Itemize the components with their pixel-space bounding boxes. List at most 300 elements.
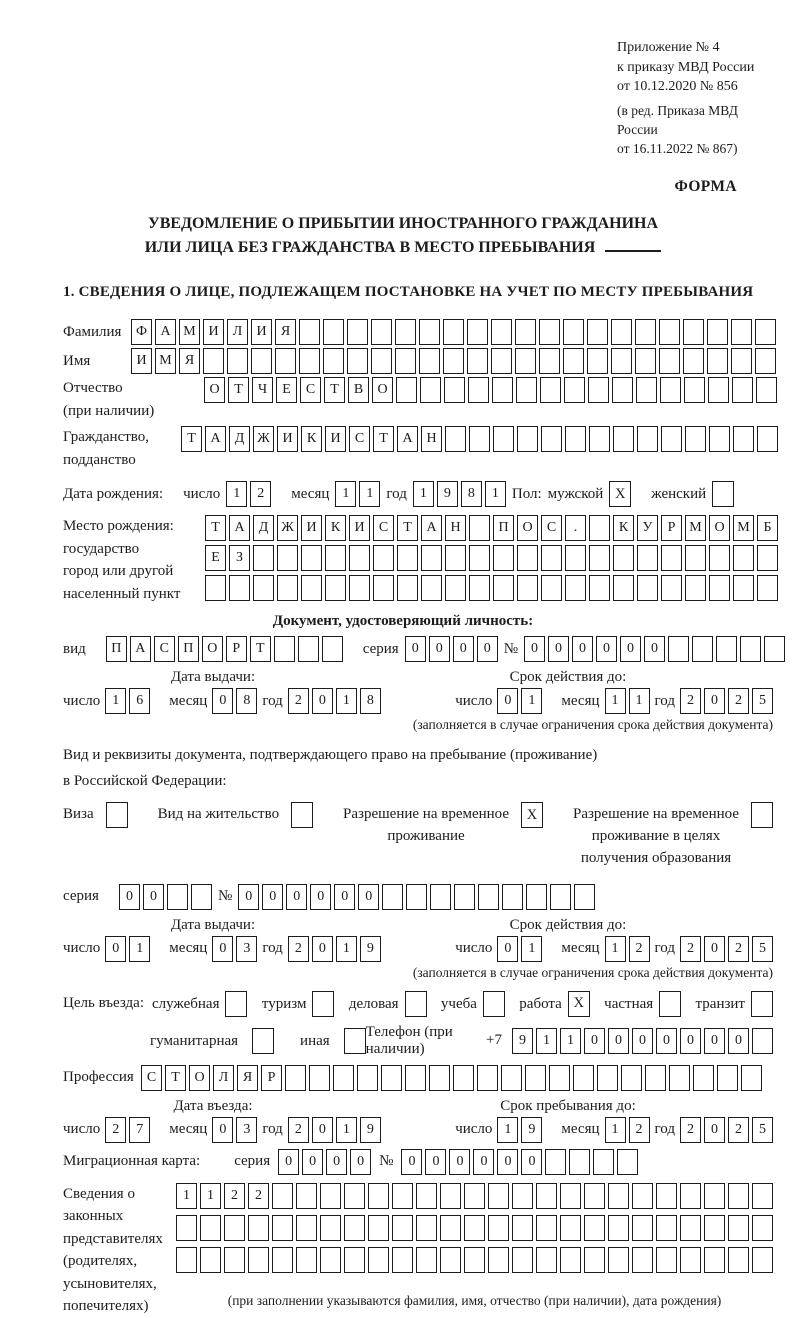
char-cell[interactable]: 0	[704, 688, 725, 714]
char-cell[interactable]: 0	[405, 636, 426, 662]
char-cell[interactable]	[396, 377, 417, 403]
char-cell[interactable]	[395, 348, 416, 374]
char-cell[interactable]	[659, 319, 680, 345]
char-cell[interactable]: И	[325, 426, 346, 452]
char-cell[interactable]: О	[202, 636, 223, 662]
char-cell[interactable]	[309, 1065, 330, 1091]
char-cell[interactable]	[493, 545, 514, 571]
char-cell[interactable]	[200, 1247, 221, 1273]
char-cell[interactable]	[420, 377, 441, 403]
char-cell[interactable]	[469, 545, 490, 571]
char-cell[interactable]	[565, 545, 586, 571]
char-cell[interactable]: 1	[629, 688, 650, 714]
char-cell[interactable]	[613, 575, 634, 601]
char-cell[interactable]	[636, 377, 657, 403]
char-cell[interactable]	[587, 319, 608, 345]
char-cell[interactable]: 9	[512, 1028, 533, 1054]
char-cell[interactable]: 6	[129, 688, 150, 714]
char-cell[interactable]	[325, 575, 346, 601]
char-cell[interactable]	[541, 575, 562, 601]
char-cell[interactable]: 2	[105, 1117, 126, 1143]
char-cell[interactable]	[589, 515, 610, 541]
char-cell[interactable]: С	[300, 377, 321, 403]
char-cell[interactable]	[344, 1215, 365, 1241]
char-cell[interactable]: 0	[704, 1117, 725, 1143]
char-cell[interactable]: 2	[248, 1183, 269, 1209]
char-cell[interactable]: 2	[250, 481, 271, 507]
char-cell[interactable]	[693, 1065, 714, 1091]
char-cell[interactable]	[613, 426, 634, 452]
char-cell[interactable]: Д	[253, 515, 274, 541]
char-cell[interactable]	[395, 319, 416, 345]
char-cell[interactable]	[200, 1215, 221, 1241]
char-cell[interactable]	[285, 1065, 306, 1091]
char-cell[interactable]	[453, 1065, 474, 1091]
char-cell[interactable]	[617, 1149, 638, 1175]
char-cell[interactable]	[539, 319, 560, 345]
char-cell[interactable]	[560, 1215, 581, 1241]
char-cell[interactable]	[584, 1183, 605, 1209]
char-cell[interactable]: С	[373, 515, 394, 541]
char-cell[interactable]	[752, 1183, 773, 1209]
char-cell[interactable]: 8	[236, 688, 257, 714]
char-cell[interactable]	[563, 319, 584, 345]
char-cell[interactable]	[637, 426, 658, 452]
char-cell[interactable]: 2	[680, 1117, 701, 1143]
char-cell[interactable]: Т	[373, 426, 394, 452]
char-cell[interactable]	[707, 348, 728, 374]
char-cell[interactable]: 0	[680, 1028, 701, 1054]
char-cell[interactable]	[757, 426, 778, 452]
char-cell[interactable]	[344, 1247, 365, 1273]
checkbox[interactable]	[344, 1028, 366, 1054]
char-cell[interactable]	[704, 1215, 725, 1241]
char-cell[interactable]: 5	[752, 688, 773, 714]
char-cell[interactable]: 0	[310, 884, 331, 910]
char-cell[interactable]: О	[709, 515, 730, 541]
char-cell[interactable]	[728, 1183, 749, 1209]
char-cell[interactable]: 2	[728, 688, 749, 714]
char-cell[interactable]	[349, 575, 370, 601]
char-cell[interactable]	[731, 319, 752, 345]
char-cell[interactable]: 0	[425, 1149, 446, 1175]
char-cell[interactable]	[704, 1183, 725, 1209]
char-cell[interactable]: 1	[560, 1028, 581, 1054]
char-cell[interactable]	[320, 1215, 341, 1241]
char-cell[interactable]: 1	[521, 936, 542, 962]
char-cell[interactable]: Я	[179, 348, 200, 374]
char-cell[interactable]	[755, 319, 776, 345]
char-cell[interactable]: Р	[226, 636, 247, 662]
char-cell[interactable]	[421, 575, 442, 601]
char-cell[interactable]	[589, 426, 610, 452]
char-cell[interactable]	[368, 1247, 389, 1273]
char-cell[interactable]	[635, 319, 656, 345]
char-cell[interactable]: П	[493, 515, 514, 541]
char-cell[interactable]	[692, 636, 713, 662]
char-cell[interactable]	[589, 545, 610, 571]
char-cell[interactable]	[397, 575, 418, 601]
char-cell[interactable]: Н	[421, 426, 442, 452]
char-cell[interactable]	[443, 319, 464, 345]
char-cell[interactable]	[167, 884, 188, 910]
char-cell[interactable]	[440, 1183, 461, 1209]
char-cell[interactable]	[368, 1215, 389, 1241]
char-cell[interactable]: 1	[200, 1183, 221, 1209]
char-cell[interactable]	[545, 1149, 566, 1175]
char-cell[interactable]	[274, 636, 295, 662]
char-cell[interactable]: 0	[473, 1149, 494, 1175]
char-cell[interactable]	[440, 1247, 461, 1273]
char-cell[interactable]	[469, 426, 490, 452]
char-cell[interactable]: .	[565, 515, 586, 541]
char-cell[interactable]	[301, 545, 322, 571]
char-cell[interactable]	[661, 545, 682, 571]
char-cell[interactable]	[764, 636, 785, 662]
char-cell[interactable]	[371, 319, 392, 345]
char-cell[interactable]	[467, 348, 488, 374]
char-cell[interactable]	[454, 884, 475, 910]
char-cell[interactable]	[574, 884, 595, 910]
char-cell[interactable]	[707, 319, 728, 345]
char-cell[interactable]: С	[141, 1065, 162, 1091]
char-cell[interactable]	[685, 545, 706, 571]
char-cell[interactable]: К	[613, 515, 634, 541]
checkbox[interactable]	[483, 991, 505, 1017]
char-cell[interactable]	[593, 1149, 614, 1175]
char-cell[interactable]	[382, 884, 403, 910]
char-cell[interactable]	[392, 1215, 413, 1241]
char-cell[interactable]: Б	[757, 515, 778, 541]
char-cell[interactable]	[752, 1215, 773, 1241]
female-checkbox[interactable]	[712, 481, 734, 507]
char-cell[interactable]	[323, 348, 344, 374]
char-cell[interactable]	[515, 348, 536, 374]
char-cell[interactable]	[251, 348, 272, 374]
char-cell[interactable]	[668, 636, 689, 662]
char-cell[interactable]: 2	[629, 936, 650, 962]
checkbox[interactable]	[751, 802, 773, 828]
char-cell[interactable]	[323, 319, 344, 345]
char-cell[interactable]: О	[204, 377, 225, 403]
char-cell[interactable]	[560, 1247, 581, 1273]
char-cell[interactable]: 8	[360, 688, 381, 714]
char-cell[interactable]	[756, 377, 777, 403]
char-cell[interactable]	[584, 1247, 605, 1273]
checkbox[interactable]	[225, 991, 247, 1017]
char-cell[interactable]	[248, 1247, 269, 1273]
char-cell[interactable]: 0	[449, 1149, 470, 1175]
char-cell[interactable]: 0	[212, 1117, 233, 1143]
char-cell[interactable]: И	[131, 348, 152, 374]
char-cell[interactable]: 2	[288, 1117, 309, 1143]
char-cell[interactable]	[517, 426, 538, 452]
char-cell[interactable]: 0	[453, 636, 474, 662]
char-cell[interactable]	[536, 1247, 557, 1273]
char-cell[interactable]	[755, 348, 776, 374]
char-cell[interactable]: И	[277, 426, 298, 452]
char-cell[interactable]: Т	[205, 515, 226, 541]
char-cell[interactable]	[549, 1065, 570, 1091]
char-cell[interactable]: Т	[324, 377, 345, 403]
char-cell[interactable]: 7	[129, 1117, 150, 1143]
char-cell[interactable]: Л	[213, 1065, 234, 1091]
char-cell[interactable]	[632, 1183, 653, 1209]
char-cell[interactable]: 0	[326, 1149, 347, 1175]
char-cell[interactable]	[416, 1215, 437, 1241]
char-cell[interactable]	[539, 348, 560, 374]
char-cell[interactable]	[584, 1215, 605, 1241]
checkbox[interactable]	[312, 991, 334, 1017]
char-cell[interactable]: 0	[548, 636, 569, 662]
char-cell[interactable]: Т	[250, 636, 271, 662]
char-cell[interactable]: 1	[359, 481, 380, 507]
char-cell[interactable]: 2	[288, 688, 309, 714]
char-cell[interactable]: 0	[728, 1028, 749, 1054]
char-cell[interactable]	[296, 1183, 317, 1209]
char-cell[interactable]: И	[203, 319, 224, 345]
char-cell[interactable]	[229, 575, 250, 601]
char-cell[interactable]: К	[301, 426, 322, 452]
char-cell[interactable]	[704, 1247, 725, 1273]
char-cell[interactable]: О	[189, 1065, 210, 1091]
char-cell[interactable]: 0	[334, 884, 355, 910]
char-cell[interactable]	[709, 545, 730, 571]
char-cell[interactable]	[191, 884, 212, 910]
checkbox[interactable]: X	[521, 802, 543, 828]
char-cell[interactable]	[347, 319, 368, 345]
char-cell[interactable]: Ж	[277, 515, 298, 541]
char-cell[interactable]: 1	[497, 1117, 518, 1143]
male-checkbox[interactable]: X	[609, 481, 631, 507]
char-cell[interactable]	[477, 1065, 498, 1091]
char-cell[interactable]	[493, 426, 514, 452]
char-cell[interactable]	[709, 575, 730, 601]
char-cell[interactable]: 1	[336, 936, 357, 962]
char-cell[interactable]	[371, 348, 392, 374]
char-cell[interactable]: Р	[661, 515, 682, 541]
char-cell[interactable]: И	[301, 515, 322, 541]
char-cell[interactable]: 9	[360, 1117, 381, 1143]
char-cell[interactable]: 0	[524, 636, 545, 662]
char-cell[interactable]	[333, 1065, 354, 1091]
char-cell[interactable]	[656, 1247, 677, 1273]
char-cell[interactable]	[565, 426, 586, 452]
char-cell[interactable]: 0	[212, 936, 233, 962]
char-cell[interactable]	[752, 1247, 773, 1273]
char-cell[interactable]: И	[349, 515, 370, 541]
char-cell[interactable]	[320, 1183, 341, 1209]
char-cell[interactable]	[445, 426, 466, 452]
char-cell[interactable]	[296, 1215, 317, 1241]
char-cell[interactable]	[430, 884, 451, 910]
char-cell[interactable]	[757, 575, 778, 601]
char-cell[interactable]	[464, 1247, 485, 1273]
char-cell[interactable]	[516, 377, 537, 403]
char-cell[interactable]: 0	[704, 936, 725, 962]
char-cell[interactable]	[322, 636, 343, 662]
checkbox[interactable]	[751, 991, 773, 1017]
char-cell[interactable]	[416, 1183, 437, 1209]
char-cell[interactable]: 1	[336, 688, 357, 714]
char-cell[interactable]	[469, 515, 490, 541]
char-cell[interactable]: М	[155, 348, 176, 374]
char-cell[interactable]: Е	[205, 545, 226, 571]
char-cell[interactable]: 1	[176, 1183, 197, 1209]
char-cell[interactable]	[445, 545, 466, 571]
char-cell[interactable]: А	[130, 636, 151, 662]
char-cell[interactable]: 1	[129, 936, 150, 962]
char-cell[interactable]	[298, 636, 319, 662]
char-cell[interactable]: Я	[237, 1065, 258, 1091]
char-cell[interactable]	[525, 1065, 546, 1091]
char-cell[interactable]: 1	[605, 936, 626, 962]
char-cell[interactable]: Я	[275, 319, 296, 345]
char-cell[interactable]: 5	[752, 936, 773, 962]
char-cell[interactable]: 9	[521, 1117, 542, 1143]
char-cell[interactable]	[488, 1247, 509, 1273]
char-cell[interactable]: 1	[336, 1117, 357, 1143]
char-cell[interactable]	[275, 348, 296, 374]
char-cell[interactable]	[347, 348, 368, 374]
char-cell[interactable]	[517, 545, 538, 571]
char-cell[interactable]	[563, 348, 584, 374]
char-cell[interactable]: 0	[105, 936, 126, 962]
char-cell[interactable]: Ж	[253, 426, 274, 452]
char-cell[interactable]	[512, 1183, 533, 1209]
char-cell[interactable]	[491, 348, 512, 374]
char-cell[interactable]	[488, 1215, 509, 1241]
char-cell[interactable]: И	[251, 319, 272, 345]
char-cell[interactable]: М	[685, 515, 706, 541]
char-cell[interactable]	[277, 545, 298, 571]
char-cell[interactable]	[588, 377, 609, 403]
char-cell[interactable]	[621, 1065, 642, 1091]
char-cell[interactable]	[205, 575, 226, 601]
char-cell[interactable]: 3	[236, 936, 257, 962]
char-cell[interactable]: 0	[358, 884, 379, 910]
char-cell[interactable]	[502, 884, 523, 910]
char-cell[interactable]: 0	[401, 1149, 422, 1175]
char-cell[interactable]: Т	[165, 1065, 186, 1091]
char-cell[interactable]: 0	[143, 884, 164, 910]
char-cell[interactable]	[397, 545, 418, 571]
char-cell[interactable]: 9	[360, 936, 381, 962]
char-cell[interactable]: Т	[181, 426, 202, 452]
char-cell[interactable]	[406, 884, 427, 910]
char-cell[interactable]	[683, 319, 704, 345]
char-cell[interactable]	[587, 348, 608, 374]
char-cell[interactable]	[733, 545, 754, 571]
checkbox[interactable]	[659, 991, 681, 1017]
char-cell[interactable]	[392, 1183, 413, 1209]
char-cell[interactable]	[565, 575, 586, 601]
char-cell[interactable]	[669, 1065, 690, 1091]
char-cell[interactable]: 0	[119, 884, 140, 910]
char-cell[interactable]	[368, 1183, 389, 1209]
char-cell[interactable]: М	[733, 515, 754, 541]
char-cell[interactable]	[419, 319, 440, 345]
checkbox[interactable]	[291, 802, 313, 828]
char-cell[interactable]: 1	[335, 481, 356, 507]
char-cell[interactable]	[320, 1247, 341, 1273]
char-cell[interactable]	[656, 1183, 677, 1209]
char-cell[interactable]	[344, 1183, 365, 1209]
char-cell[interactable]: К	[325, 515, 346, 541]
char-cell[interactable]	[469, 575, 490, 601]
char-cell[interactable]	[392, 1247, 413, 1273]
char-cell[interactable]	[560, 1183, 581, 1209]
char-cell[interactable]	[405, 1065, 426, 1091]
char-cell[interactable]: 2	[728, 936, 749, 962]
char-cell[interactable]: А	[229, 515, 250, 541]
char-cell[interactable]	[464, 1215, 485, 1241]
char-cell[interactable]: 0	[302, 1149, 323, 1175]
char-cell[interactable]: Т	[397, 515, 418, 541]
char-cell[interactable]	[512, 1215, 533, 1241]
char-cell[interactable]	[632, 1247, 653, 1273]
char-cell[interactable]: 0	[608, 1028, 629, 1054]
char-cell[interactable]	[635, 348, 656, 374]
char-cell[interactable]: 0	[312, 1117, 333, 1143]
char-cell[interactable]: 0	[572, 636, 593, 662]
char-cell[interactable]	[684, 377, 705, 403]
char-cell[interactable]: 2	[680, 936, 701, 962]
char-cell[interactable]	[680, 1183, 701, 1209]
char-cell[interactable]	[685, 426, 706, 452]
char-cell[interactable]	[728, 1247, 749, 1273]
char-cell[interactable]	[445, 575, 466, 601]
char-cell[interactable]	[709, 426, 730, 452]
char-cell[interactable]: В	[348, 377, 369, 403]
char-cell[interactable]: 0	[477, 636, 498, 662]
char-cell[interactable]: Ч	[252, 377, 273, 403]
char-cell[interactable]: 9	[437, 481, 458, 507]
char-cell[interactable]: А	[421, 515, 442, 541]
char-cell[interactable]: 1	[605, 1117, 626, 1143]
char-cell[interactable]	[732, 377, 753, 403]
checkbox[interactable]	[405, 991, 427, 1017]
char-cell[interactable]	[717, 1065, 738, 1091]
char-cell[interactable]	[637, 575, 658, 601]
char-cell[interactable]: 0	[312, 688, 333, 714]
char-cell[interactable]: 0	[278, 1149, 299, 1175]
char-cell[interactable]	[569, 1149, 590, 1175]
char-cell[interactable]	[612, 377, 633, 403]
char-cell[interactable]	[373, 575, 394, 601]
char-cell[interactable]: 3	[236, 1117, 257, 1143]
char-cell[interactable]	[296, 1247, 317, 1273]
char-cell[interactable]	[526, 884, 547, 910]
char-cell[interactable]	[492, 377, 513, 403]
char-cell[interactable]: 1	[485, 481, 506, 507]
char-cell[interactable]: 1	[105, 688, 126, 714]
char-cell[interactable]	[224, 1215, 245, 1241]
char-cell[interactable]	[467, 319, 488, 345]
char-cell[interactable]	[550, 884, 571, 910]
char-cell[interactable]: Р	[261, 1065, 282, 1091]
char-cell[interactable]: 0	[312, 936, 333, 962]
char-cell[interactable]: М	[179, 319, 200, 345]
char-cell[interactable]: 2	[728, 1117, 749, 1143]
char-cell[interactable]: С	[349, 426, 370, 452]
char-cell[interactable]	[272, 1183, 293, 1209]
char-cell[interactable]	[176, 1247, 197, 1273]
checkbox[interactable]: X	[568, 991, 590, 1017]
char-cell[interactable]	[741, 1065, 762, 1091]
char-cell[interactable]	[733, 426, 754, 452]
char-cell[interactable]: Н	[445, 515, 466, 541]
